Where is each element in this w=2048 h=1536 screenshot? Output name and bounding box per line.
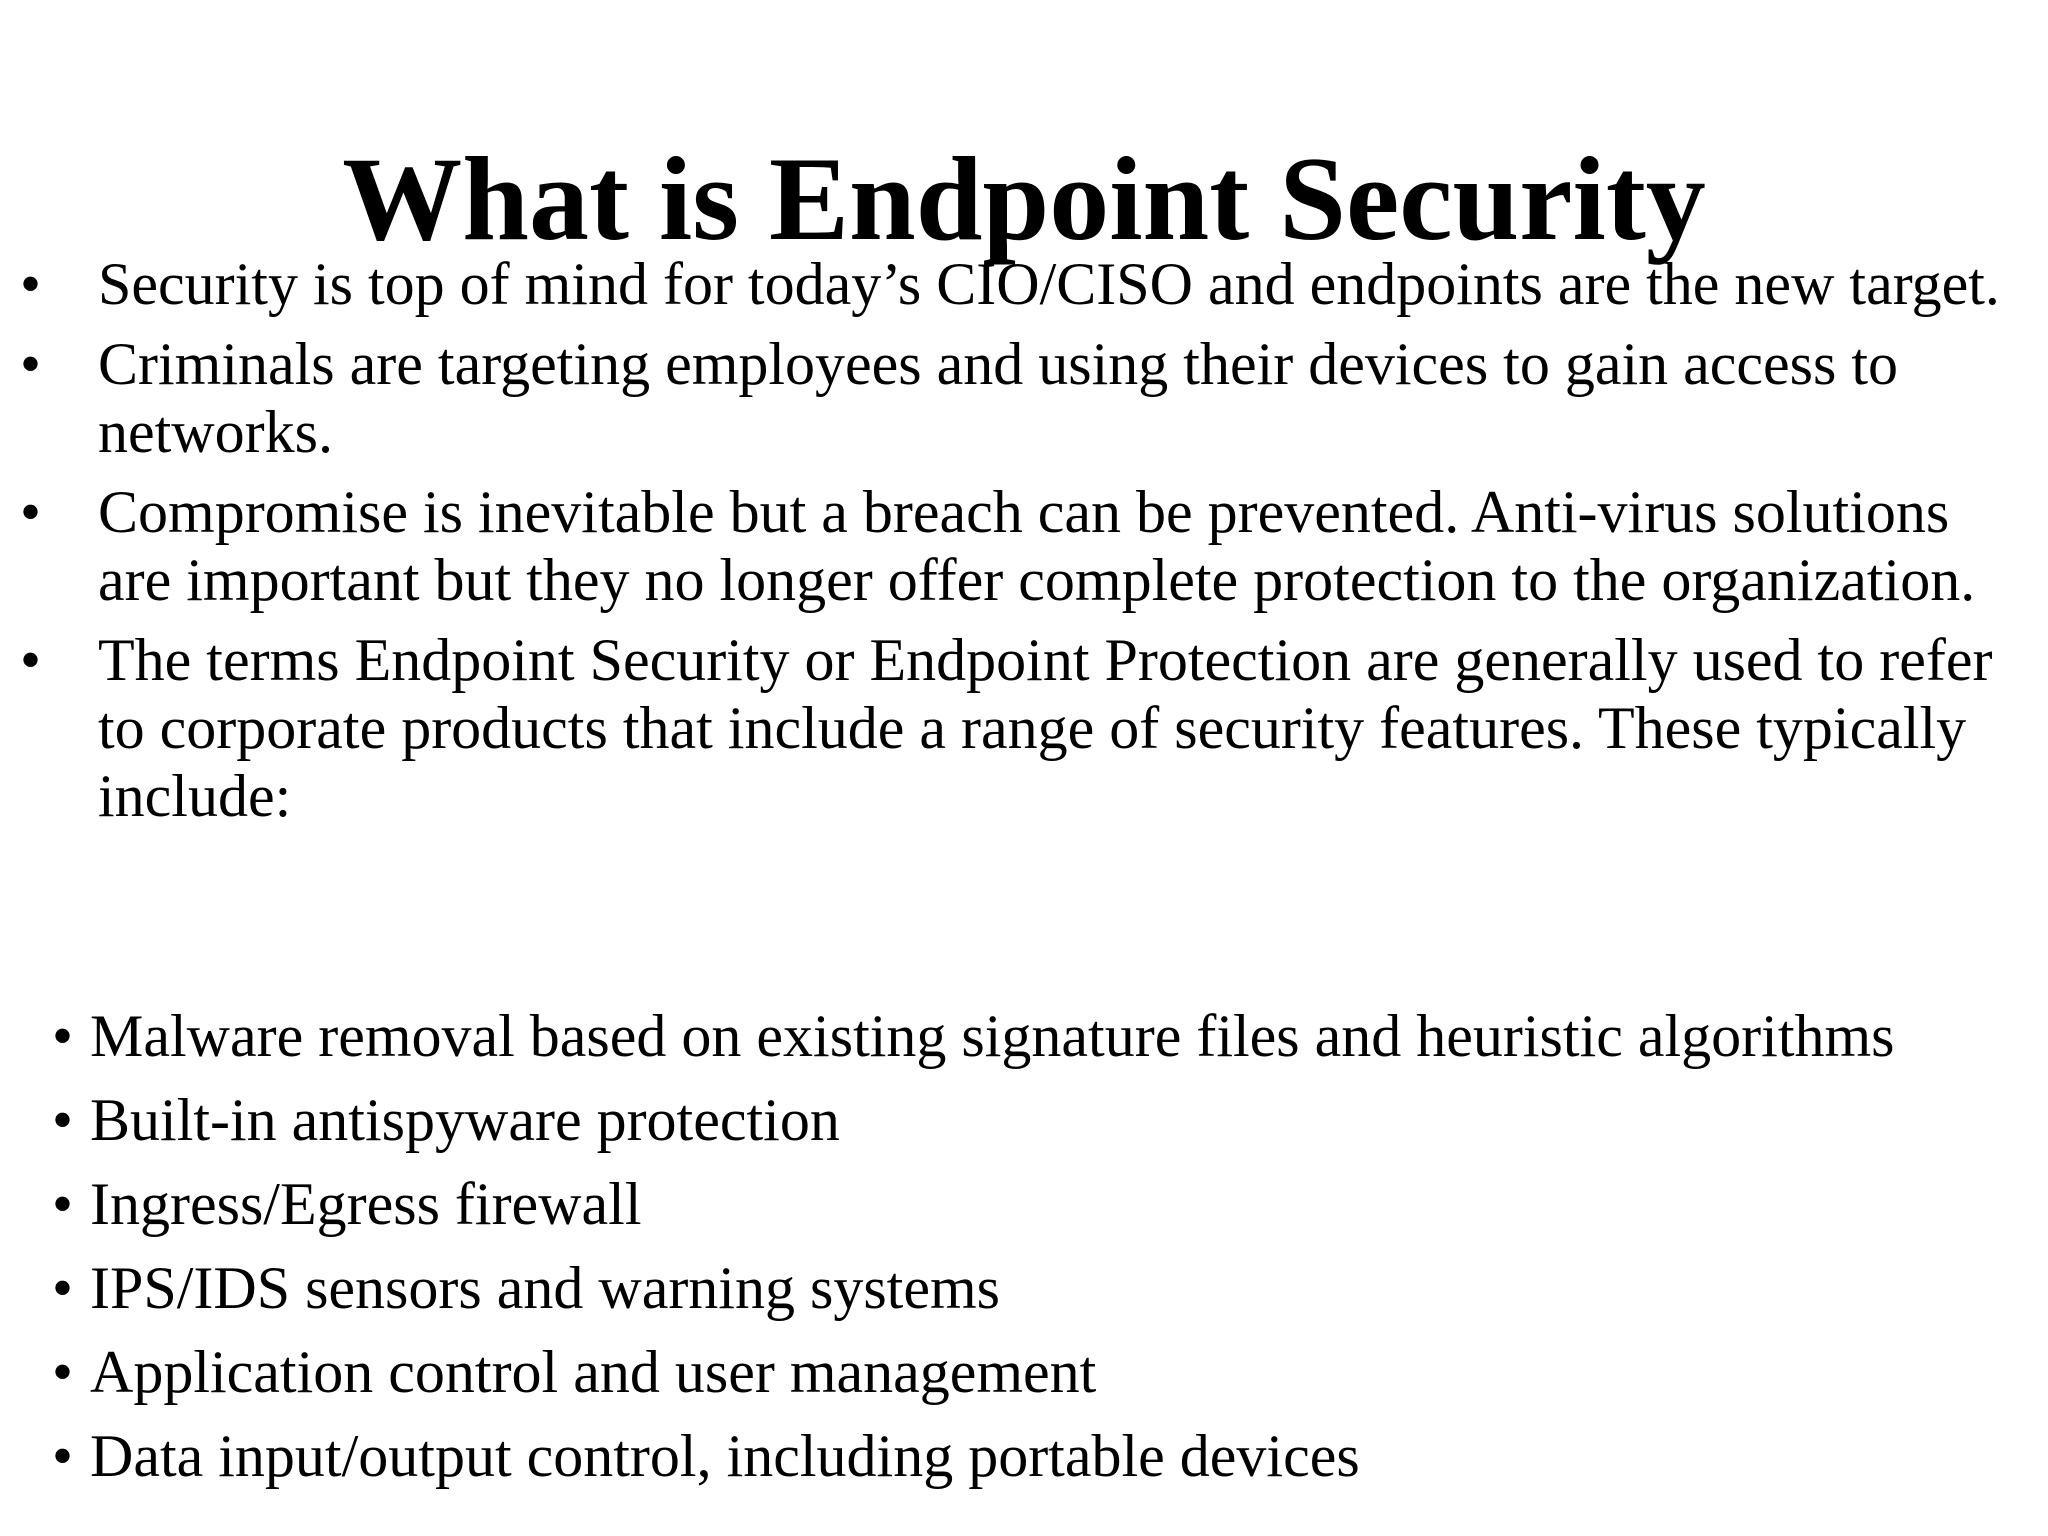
sub-bullet-text: Data input/output control, including portable devices	[90, 1423, 1360, 1489]
bullet-marker: •	[20, 331, 42, 397]
bullet-text: The terms Endpoint Security or Endpoint Protection are generally used to refer to corporate products that include a range of security features. These typically include:	[98, 627, 1993, 829]
sub-bullet-item	[0, 994, 2048, 1078]
sub-bullet-marker: •	[52, 1003, 74, 1069]
bullet-item	[0, 250, 2028, 318]
sub-bullet-item	[0, 1078, 2048, 1162]
bullet-marker: •	[20, 479, 42, 545]
sub-bullet-text: Malware removal based on existing signature files and heuristic algorithms	[90, 1003, 1895, 1069]
bullet-list	[0, 250, 2048, 842]
sub-bullet-item	[0, 1246, 2048, 1330]
sub-bullet-item	[0, 1414, 2048, 1498]
bullet-marker: •	[20, 627, 42, 693]
sub-bullet-text: IPS/IDS sensors and warning systems	[90, 1255, 1000, 1321]
bullet-item	[0, 626, 2028, 830]
sub-bullet-list	[0, 994, 2048, 1498]
bullet-item	[0, 330, 2028, 466]
sub-bullet-text: Application control and user management	[90, 1339, 1097, 1405]
bullet-item	[0, 478, 2028, 614]
bullet-text: Criminals are targeting employees and using their devices to gain access to networks.	[98, 331, 1899, 465]
sub-bullet-marker: •	[52, 1087, 74, 1153]
bullet-text: Security is top of mind for today’s CIO/CISO and endpoints are the new target.	[98, 251, 2000, 317]
sub-bullet-marker: •	[52, 1339, 74, 1405]
sub-bullet-marker: •	[52, 1171, 74, 1237]
sub-bullet-item	[0, 1330, 2048, 1414]
bullet-text: Compromise is inevitable but a breach can be prevented. Anti-virus solutions are important but they no longer offer complete protection to the organization.	[98, 479, 1976, 613]
slide-title: What is Endpoint Security	[342, 132, 1706, 266]
sub-bullet-text: Ingress/Egress firewall	[90, 1171, 642, 1237]
bullet-marker: •	[20, 251, 42, 317]
sub-bullet-text: Built-in antispyware protection	[90, 1087, 840, 1153]
sub-bullet-item	[0, 1162, 2048, 1246]
sub-bullet-marker: •	[52, 1423, 74, 1489]
sub-bullet-marker: •	[52, 1255, 74, 1321]
